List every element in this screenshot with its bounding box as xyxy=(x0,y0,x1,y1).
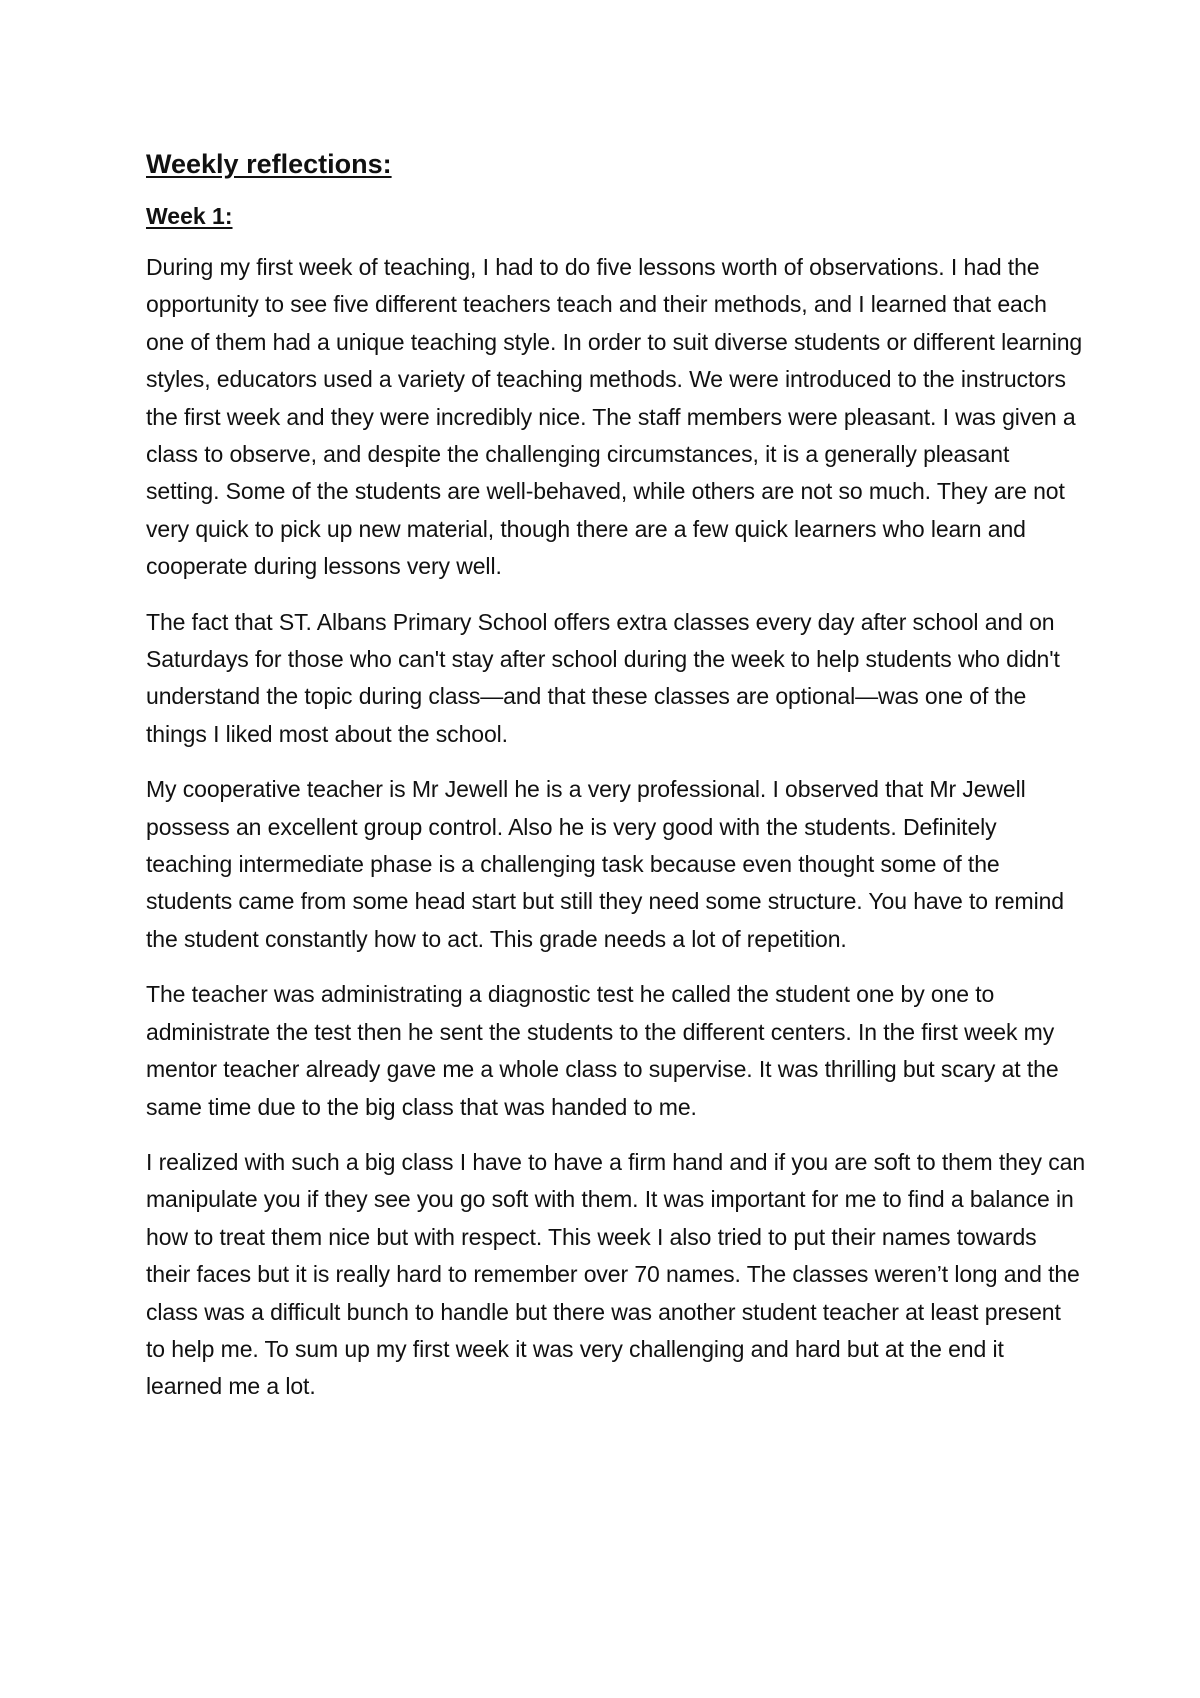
paragraph-4: The teacher was administrating a diagnostic test he called the student one by one to administrate the test then he sent the students to the different centers. In the first week my mentor teacher already gave me a whole class to supervise. It was thrilling but scary at the same time due to the big class that was handed to me. xyxy=(146,981,1059,1120)
paragraph-1: During my first week of teaching, I had to do five lessons worth of observations. I had the opportunity to see five different teachers teach and their methods, and I learned that each one of them had a unique teaching style. In order to suit diverse students or different learning styles, educators used a variety of teaching methods. We were introduced to the instructors the first week and they were incredibly nice. The staff members were pleasant. I was given a class to observe, and despite the challenging circumstances, it is a generally pleasant setting. Some of the students are well-behaved, while others are not so much. They are not very quick to pick up new material, though there are a few quick learners who learn and cooperate during lessons very well. xyxy=(146,253,1083,580)
paragraph-5: I realized with such a big class I have to have a firm hand and if you are soft to them they can manipulate you if they see you go soft with them. It was important for me to find a balance in how to treat them nice but with respect. This week I also tried to put their names towards their faces but it is really hard to remember over 70 names. The classes weren’t long and the class was a difficult bunch to handle but there was another student teacher at least present to help me. To sum up my first week it was very challenging and hard but at the end it learned me a lot. xyxy=(146,1148,1086,1400)
paragraph-3: My cooperative teacher is Mr Jewell he is a very professional. I observed that Mr Jewell possess an excellent group control. Also he is very good with the students. Definitely teaching intermediate phase is a challenging task because even thought some of the students came from some head start but still they need some structure. You have to remind the student constantly how to act. This grade needs a lot of repetition. xyxy=(146,776,1064,952)
document-title: Weekly reflections: xyxy=(146,149,392,179)
paragraph-2: The fact that ST. Albans Primary School offers extra classes every day after school and on Saturdays for those who can't stay after school during the week to help students who didn't understand the topic during class—and that these classes are optional—was one of the things I liked most about the school. xyxy=(146,608,1060,747)
document-body xyxy=(146,148,1086,1424)
section-heading-week-1: Week 1: xyxy=(146,203,233,230)
